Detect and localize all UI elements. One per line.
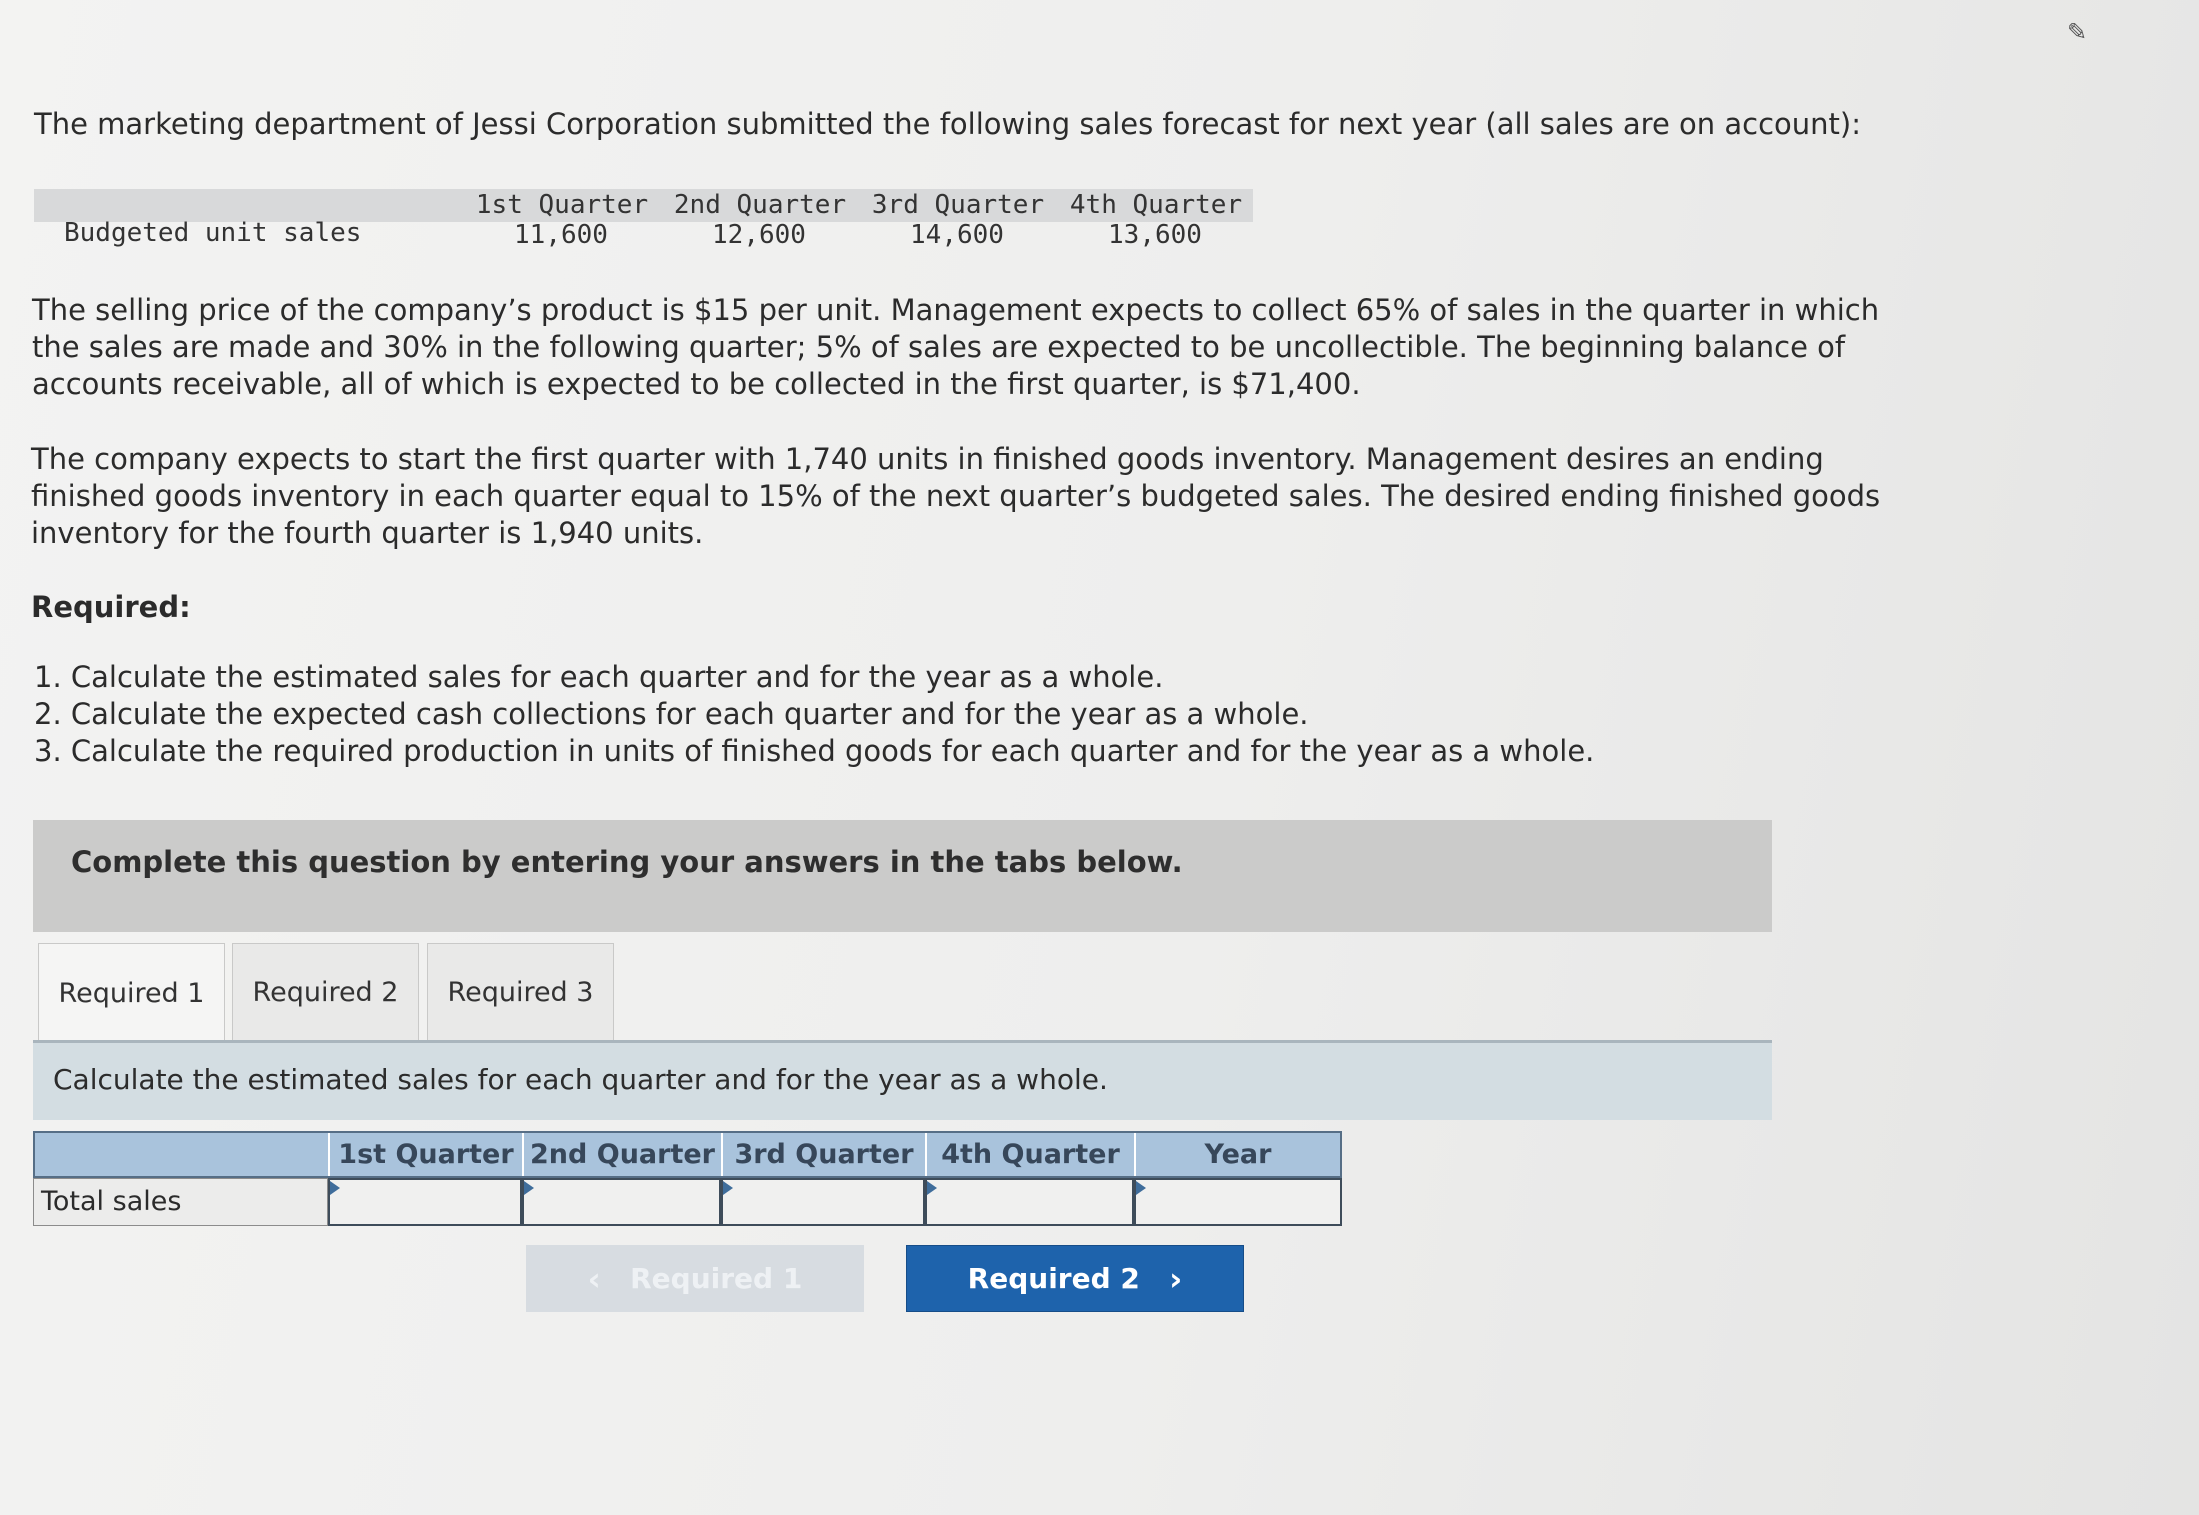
forecast-value-q2: 12,600 xyxy=(712,220,806,250)
forecast-table xyxy=(34,189,1253,255)
answer-header-q1: 1st Quarter xyxy=(328,1133,522,1176)
required-heading: Required: xyxy=(31,590,191,624)
input-marker-icon xyxy=(1136,1181,1146,1195)
required-item-1: 1. Calculate the estimated sales for each quarter and for the year as a whole. xyxy=(34,660,1164,694)
answer-header-year: Year xyxy=(1134,1133,1340,1176)
forecast-value-q4: 13,600 xyxy=(1108,220,1202,250)
answer-header-q3: 3rd Quarter xyxy=(721,1133,925,1176)
answer-header-q2: 2nd Quarter xyxy=(522,1133,721,1176)
total-sales-q1-input[interactable] xyxy=(328,1178,522,1226)
total-sales-label: Total sales xyxy=(33,1178,328,1226)
total-sales-q3-input[interactable] xyxy=(721,1178,925,1226)
total-sales-q4-input[interactable] xyxy=(925,1178,1134,1226)
answer-header-q4: 4th Quarter xyxy=(925,1133,1134,1176)
previous-button[interactable] xyxy=(526,1245,864,1312)
required-list xyxy=(34,659,1594,770)
input-marker-icon xyxy=(524,1181,534,1195)
instruction-text: Complete this question by entering your answers in the tabs below. xyxy=(71,845,1183,879)
chevron-right-icon: › xyxy=(1169,1259,1183,1298)
tab-description: Calculate the estimated sales for each quarter and for the year as a whole. xyxy=(53,1063,1108,1096)
tab-required-2[interactable]: Required 2 xyxy=(232,943,419,1040)
inventory-paragraph: The company expects to start the first quarter with 1,740 units in finished goods inventory. Management desires an ending finished goods inventory in each quarter equal to 15% of the next quarter’s budgeted sales. The desired ending finished goods inventory for the fourth quarter is 1,940 units. xyxy=(31,442,1881,550)
next-button-label: Required 2 xyxy=(967,1262,1140,1295)
pin-icon: ✎ xyxy=(2067,18,2088,46)
tab-required-3[interactable]: Required 3 xyxy=(427,943,614,1040)
forecast-header-q4: 4th Quarter xyxy=(1069,190,1243,220)
total-sales-q2-input[interactable] xyxy=(522,1178,721,1226)
forecast-header-q1: 1st Quarter xyxy=(475,190,649,220)
forecast-header-q2: 2nd Quarter xyxy=(673,190,847,220)
required-item-3: 3. Calculate the required production in units of finished goods for each quarter and for the year as a whole. xyxy=(34,734,1595,768)
forecast-value-q1: 11,600 xyxy=(514,220,608,250)
selling-price-paragraph: The selling price of the company’s product is $15 per unit. Management expects to collect 65% of sales in the quarter in which the sales are made and 30% in the following quarter; 5% of sales are expected to be uncollectible. The beginning balance of accounts receivable, all of which is expected to be collected in the first quarter, is $71,400. xyxy=(32,293,1880,401)
chevron-left-icon: ‹ xyxy=(587,1259,601,1298)
input-marker-icon xyxy=(330,1181,340,1195)
forecast-row-label: Budgeted unit sales xyxy=(64,218,362,248)
input-marker-icon xyxy=(723,1181,733,1195)
forecast-value-q3: 14,600 xyxy=(910,220,1004,250)
instruction-box xyxy=(33,820,1772,932)
next-button[interactable] xyxy=(906,1245,1244,1312)
table-row xyxy=(33,1178,1342,1226)
total-sales-year-input[interactable] xyxy=(1134,1178,1342,1226)
tab-required-1[interactable]: Required 1 xyxy=(38,943,225,1042)
forecast-header-q3: 3rd Quarter xyxy=(871,190,1045,220)
input-marker-icon xyxy=(927,1181,937,1195)
answer-table-header xyxy=(33,1131,1342,1178)
intro-text: The marketing department of Jessi Corporation submitted the following sales forecast for next year (all sales are on account): xyxy=(34,107,1861,141)
previous-button-label: Required 1 xyxy=(630,1262,803,1295)
tab-description-bar xyxy=(33,1043,1772,1120)
required-item-2: 2. Calculate the expected cash collections for each quarter and for the year as a whole. xyxy=(34,697,1309,731)
